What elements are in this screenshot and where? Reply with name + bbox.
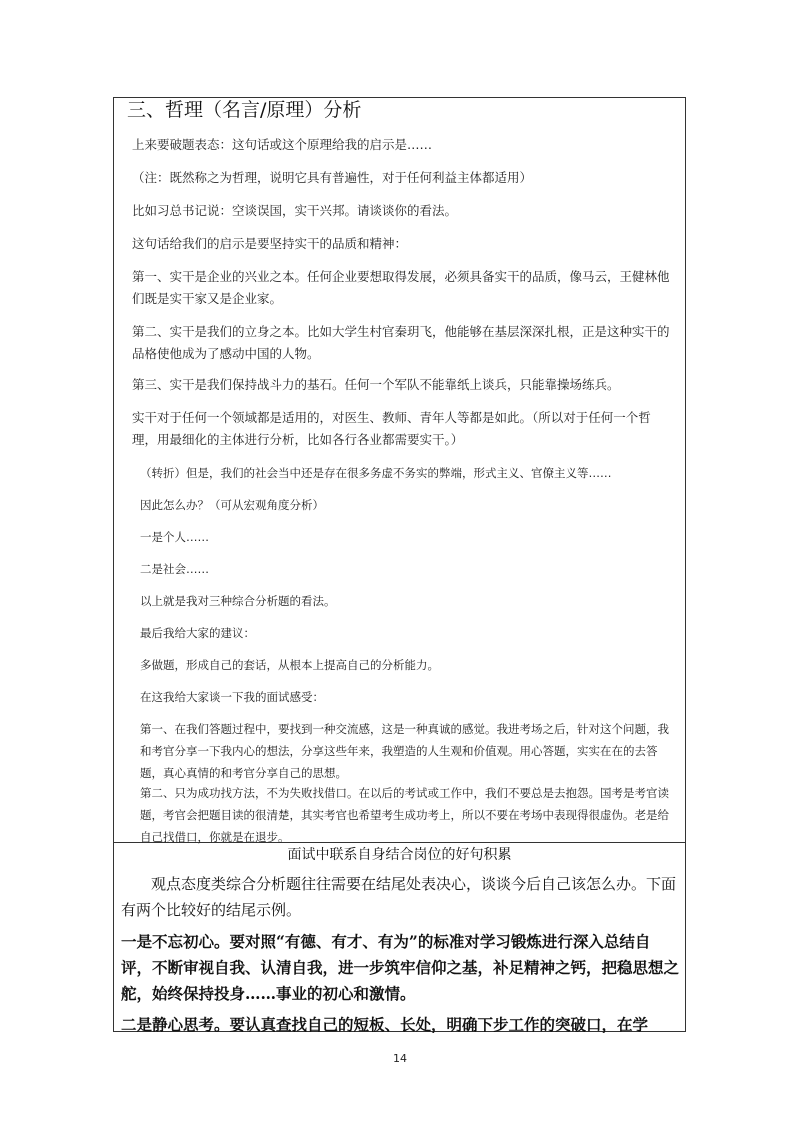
section-heading: 三、哲理（名言/原理）分析 (127, 99, 362, 121)
example-item: 二是静心思考。要认真查找自己的短板、长处，明确下步工作的突破口，在学 (121, 1015, 649, 1033)
paragraph: 上来要破题表态：这句话或这个原理给我的启示是…… (132, 137, 433, 152)
paragraph: （注：既然称之为哲理，说明它具有普遍性，对于任何利益主体都适用） (132, 170, 533, 185)
paragraph: 第一、实干是企业的兴业之本。任何企业要想取得发展，必须具备实干的品质，像马云，王健林他们既是实干家又是企业家。 (132, 269, 670, 306)
box-intro: 观点态度类综合分析题往往需要在结尾处表决心，谈谈今后自己该怎么办。下面有两个比较好的结尾示例。 (121, 875, 677, 919)
paragraph: 以上就是我对三种综合分析题的看法。 (140, 594, 336, 608)
paragraph: （转折）但是，我们的社会当中还是存在很多务虚不务实的弊端，形式主义、官僚主义等…… (140, 466, 612, 480)
page-number: 14 (393, 1052, 407, 1065)
paragraph: 比如习总书记说：空谈误国，实干兴邦。请谈谈你的看法。 (132, 203, 458, 218)
paragraph: 这句话给我们的启示是要坚持实干的品质和精神： (132, 236, 408, 251)
paragraph: 因此怎么办？（可从宏观角度分析） (140, 498, 324, 512)
paragraph: 第二、实干是我们的立身之本。比如大学生村官秦玥飞，他能够在基层深深扎根，正是这种实干的品格使他成为了感动中国的人物。 (132, 324, 670, 361)
paragraph: 实干对于任何一个领域都是适用的，对医生、教师、青年人等都是如此。（所以对于任何一个哲理，用最细化的主体进行分析，比如各行各业都需要实干。） (132, 410, 651, 447)
paragraph: 第二、只为成功找方法，不为失败找借口。在以后的考试或工作中，我们不要总是去抱怨。国考是考官读题，考官会把题目读的很清楚，其实考官也希望考生成功考上，所以不要在考场中表现得很虚伪。老是给自己找借口，你就是在退步。 (140, 786, 669, 844)
paragraph: 多做题，形成自己的套话，从根本上提高自己的分析能力。 (140, 658, 439, 672)
paragraph: 二是社会…… (140, 562, 209, 576)
example-item: 一是不忘初心。要对照“有德、有才、有为”的标准对学习锻炼进行深入总结自评，不断审视自我、认清自我，进一步筑牢信仰之基，补足精神之钙，把稳思想之舵，始终保持投身……事业的初心和激情。 (121, 932, 680, 1003)
paragraph: 在这我给大家谈一下我的面试感受： (140, 690, 324, 704)
paragraph: 最后我给大家的建议： (140, 626, 255, 640)
box-title: 面试中联系自身结合岗位的好句积累 (287, 847, 512, 863)
paragraph: 一是个人…… (140, 530, 209, 544)
paragraph: 第一、在我们答题过程中，要找到一种交流感，这是一种真诚的感觉。我进考场之后，针对这个问题，我和考官分享一下我内心的想法，分享这些年来，我塑造的人生观和价值观。用心答题，实实在在的去答题，真心真情的和考官分享自己的思想。 (140, 722, 669, 780)
paragraph: 第三、实干是我们保持战斗力的基石。任何一个军队不能靠纸上谈兵，只能靠操场练兵。 (132, 377, 620, 392)
